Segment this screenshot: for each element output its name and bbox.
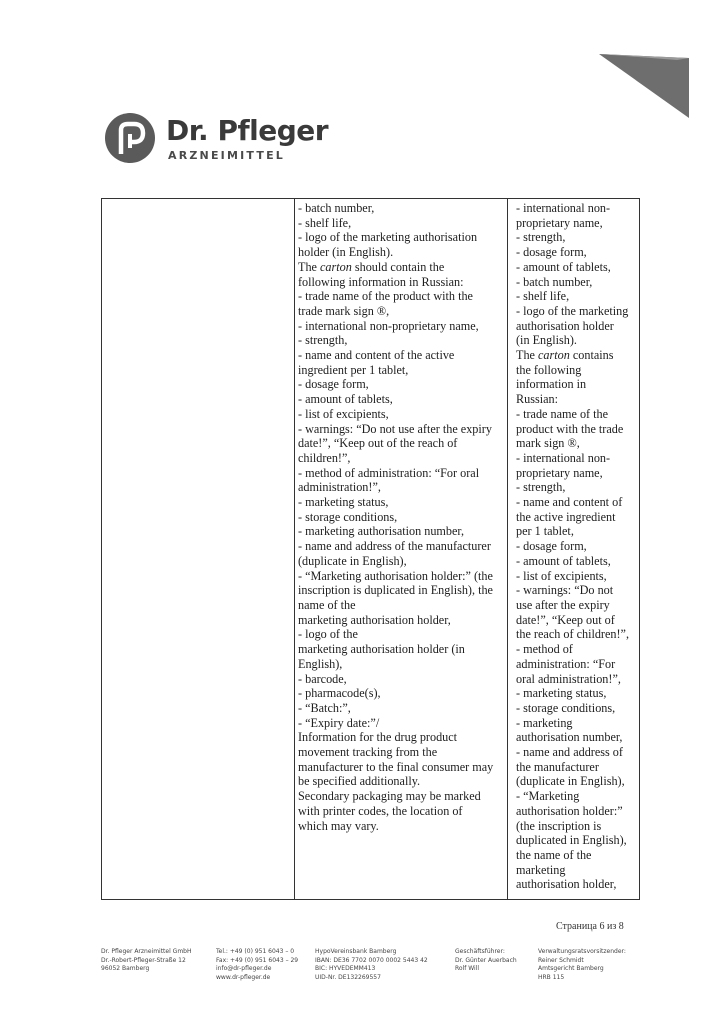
company-name: Dr. Pfleger <box>166 114 329 147</box>
text-line: - strength, <box>516 230 566 245</box>
text-line: - storage conditions, <box>516 700 616 715</box>
text-line: - amount of tablets, <box>516 259 611 274</box>
text-line: name of the <box>298 597 356 612</box>
text-line: - trade name of the <box>516 406 609 421</box>
text-line: - warnings: “Do not use after the expiry <box>298 421 492 436</box>
text-line: the active ingredient <box>516 509 616 524</box>
text-line: the reach of children!”, <box>516 627 630 642</box>
text-line: per 1 tablet, <box>516 524 574 539</box>
text-line: - “Batch:”, <box>298 700 351 715</box>
text-line: date!”, “Keep out of <box>516 612 615 627</box>
text-line: product with the trade <box>516 421 624 436</box>
text-line: - name and address of the manufacturer <box>298 539 491 554</box>
text-line: - “Expiry date:”/ <box>298 715 380 730</box>
footer-line: Geschäftsführer: <box>455 948 505 955</box>
text-line: duplicated in English), <box>516 833 627 848</box>
folded-corner-graphic <box>597 0 717 120</box>
footer-company <box>101 948 192 974</box>
footer-line: UID-Nr. DE132269557 <box>315 973 381 981</box>
text-line: Information for the drug product <box>298 730 458 745</box>
text-line: which may vary. <box>298 818 379 833</box>
footer-line: Reiner Schmidt <box>538 956 584 964</box>
text-line: - storage conditions, <box>298 509 398 524</box>
text-line: - amount of tablets, <box>516 553 611 568</box>
text-line: with printer codes, the location of <box>298 803 463 818</box>
footer-line: HypoVereinsbank Bamberg <box>315 948 397 955</box>
text-line: - warnings: “Do not <box>516 583 614 598</box>
text-line: - name and address of <box>516 745 623 760</box>
text-line: - method of administration: “For oral <box>298 465 480 480</box>
text-line: Secondary packaging may be marked <box>298 789 481 804</box>
text-line: - list of excipients, <box>298 406 389 421</box>
footer-line: Dr. Pfleger Arzneimittel GmbH <box>101 948 192 955</box>
table-cell-requirements <box>298 201 493 833</box>
text-line: manufacturer to the final consumer may <box>298 759 494 774</box>
text-line: (the inscription is <box>516 818 602 833</box>
text-line: - list of excipients, <box>516 568 607 583</box>
text-line: mark sign ®, <box>516 436 580 451</box>
text-line: authorisation number, <box>516 730 623 745</box>
text-line: use after the expiry <box>516 597 610 612</box>
page-number: Страница 6 из 8 <box>556 921 624 932</box>
text-line: authorisation holder:” <box>516 803 623 818</box>
text-line: marketing authorisation holder (in <box>298 642 465 657</box>
text-line: inscription is duplicated in English), the <box>298 583 493 598</box>
footer-line: Dr. Günter Auerbach <box>455 956 517 964</box>
text-line: following information in Russian: <box>298 274 464 289</box>
comparison-table <box>101 198 640 900</box>
footer-management <box>455 948 517 974</box>
text-line: authorisation holder <box>516 318 614 333</box>
text-line: - name and content of <box>516 495 623 510</box>
text-line: - international non- <box>516 201 611 215</box>
text-line: administration: “For <box>516 656 616 671</box>
pfleger-logo-icon <box>104 112 156 164</box>
text-line: - pharmacode(s), <box>298 686 381 701</box>
footer-line: Tel.: +49 (0) 951 6043 – 0 <box>216 948 295 955</box>
footer-line: Fax: +49 (0) 951 6043 – 29 <box>216 956 299 964</box>
text-line: holder (in English). <box>298 245 394 260</box>
text-line: authorisation holder, <box>516 877 617 892</box>
text-line: - shelf life, <box>516 289 570 304</box>
text-line: - strength, <box>516 480 566 495</box>
footer-line: Verwaltungsratsvorsitzender: <box>538 948 626 955</box>
text-line: - batch number, <box>298 201 375 215</box>
text-line: - logo of the marketing <box>516 303 629 318</box>
text-line: - method of <box>516 642 573 657</box>
text-line: be specified additionally. <box>298 774 421 789</box>
text-line: movement tracking from the <box>298 745 438 760</box>
column-divider <box>507 199 508 899</box>
text-line: - international non-proprietary name, <box>298 318 479 333</box>
text-line: - dosage form, <box>516 245 587 260</box>
footer-line: 96052 Bamberg <box>101 965 150 973</box>
footer-line: HRB 115 <box>538 973 565 981</box>
text-line: - dosage form, <box>298 377 369 392</box>
text-line: - logo of the <box>298 627 358 642</box>
text-line: - barcode, <box>298 671 347 686</box>
text-line: - strength, <box>298 333 348 348</box>
footer-line: info@dr-pfleger.de <box>216 965 272 973</box>
footer-bank <box>315 948 428 982</box>
text-line: - shelf life, <box>298 215 352 230</box>
text-line: - marketing status, <box>516 686 607 701</box>
text-line: information in <box>516 377 587 392</box>
text-line: - trade name of the product with the <box>298 289 473 304</box>
text-line: date!”, “Keep out of the reach of <box>298 436 458 451</box>
text-line: The carton should contain the <box>298 259 445 274</box>
text-line: (duplicate in English), <box>516 774 625 789</box>
text-line: - marketing status, <box>298 495 389 510</box>
text-line: - amount of tablets, <box>298 392 393 407</box>
text-line: - international non- <box>516 450 611 465</box>
text-line: The carton contains <box>516 348 614 363</box>
text-line: - marketing authorisation number, <box>298 524 465 539</box>
company-logo <box>104 112 334 172</box>
footer-line: Dr.-Robert-Pfleger-Straße 12 <box>101 956 186 964</box>
text-line: proprietary name, <box>516 465 603 480</box>
text-line: (duplicate in English), <box>298 553 407 568</box>
column-divider <box>294 199 295 899</box>
text-line: marketing authorisation holder, <box>298 612 451 627</box>
text-line: - name and content of the active <box>298 348 455 363</box>
text-line: children!”, <box>298 450 351 465</box>
text-line: English), <box>298 656 343 671</box>
text-line: proprietary name, <box>516 215 603 230</box>
footer-line: Amtsgericht Bamberg <box>538 965 604 973</box>
company-subtitle: ARZNEIMITTEL <box>168 149 285 162</box>
text-line: trade mark sign ®, <box>298 303 390 318</box>
table-cell-actual <box>516 201 629 892</box>
text-line: - marketing <box>516 715 573 730</box>
text-line: ingredient per 1 tablet, <box>298 362 409 377</box>
text-line: - logo of the marketing authorisation <box>298 230 478 245</box>
text-line: the following <box>516 362 582 377</box>
footer-line: www.dr-pfleger.de <box>216 973 271 981</box>
text-line: Russian: <box>516 392 558 407</box>
text-line: - dosage form, <box>516 539 587 554</box>
text-line: - “Marketing authorisation holder:” (the <box>298 568 493 583</box>
text-line: administration!”, <box>298 480 381 495</box>
text-line: the manufacturer <box>516 759 599 774</box>
text-line: the name of the <box>516 847 592 862</box>
footer-line: IBAN: DE36 7702 0070 0002 5443 42 <box>315 956 428 964</box>
text-line: oral administration!”, <box>516 671 621 686</box>
text-line: (in English). <box>516 333 577 348</box>
text-line: - “Marketing <box>516 789 580 804</box>
footer-contact <box>216 948 298 982</box>
text-line: marketing <box>516 862 566 877</box>
text-line: - batch number, <box>516 274 593 289</box>
footer-line: BIC: HYVEDEMM413 <box>315 965 376 973</box>
footer-board <box>538 948 626 982</box>
footer-line: Rolf Will <box>455 965 480 973</box>
